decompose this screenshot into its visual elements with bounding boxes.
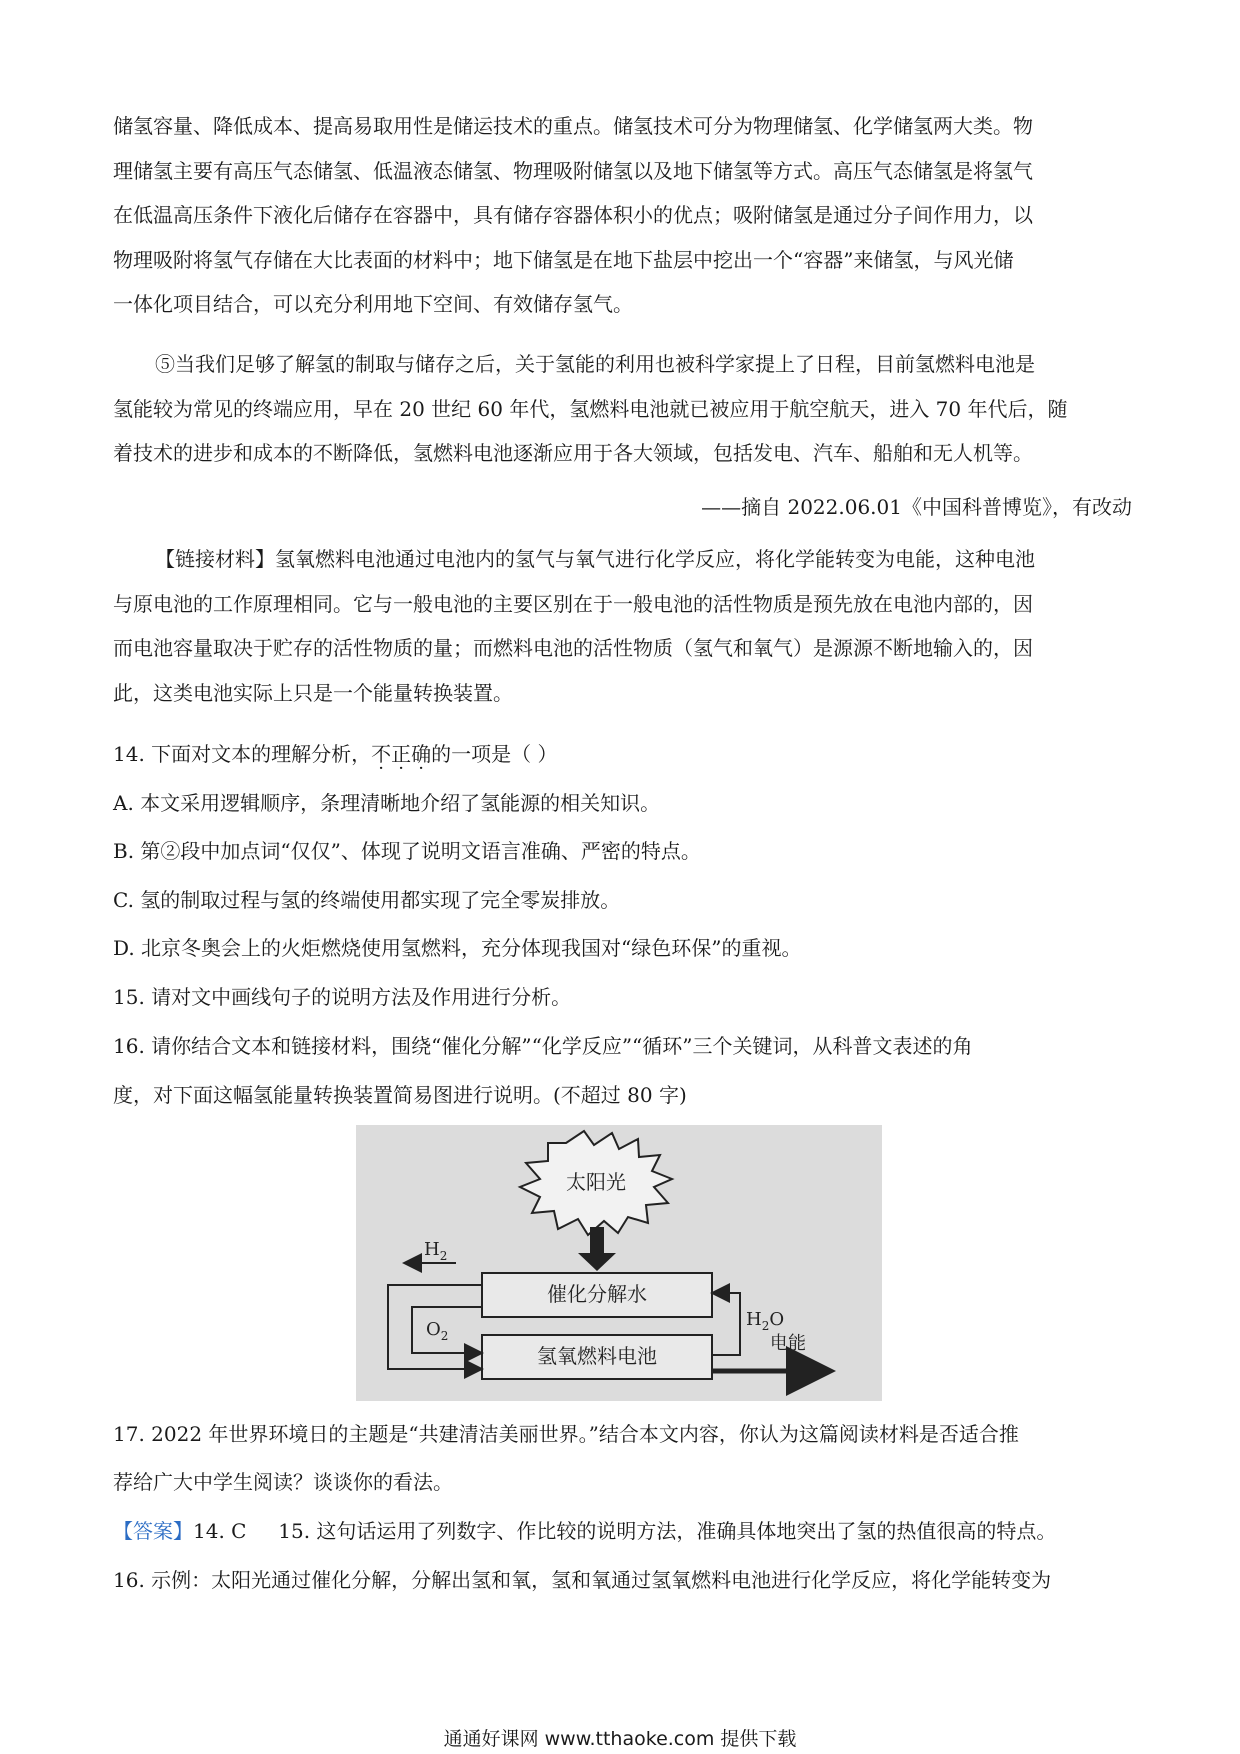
box2-label: 氢氧燃料电池 <box>537 1344 657 1368</box>
text-line: 而电池容量取决于贮存的活性物质的量；而燃料电池的活性物质（氢气和氧气）是源源不断地输入的，因 <box>113 636 1033 660</box>
option-a: A. 本文采用逻辑顺序，条理清晰地介绍了氢能源的相关知识。 <box>113 791 661 815</box>
answer-line-1 <box>113 1515 1056 1544</box>
question-14 <box>113 738 558 767</box>
text-line: 在低温高压条件下液化后储存在容器中，具有储存容器体积小的优点；吸附储氢是通过分子间作用力，以 <box>113 203 1033 227</box>
option-c: C. 氢的制取过程与氢的终端使用都实现了完全零炭排放。 <box>113 888 621 912</box>
sun-label: 太阳光 <box>566 1170 626 1194</box>
paragraph-hydrogen-storage <box>113 104 1133 327</box>
text-line: 与原电池的工作原理相同。它与一般电池的主要区别在于一般电池的活性物质是预先放在电池内部的，因 <box>113 591 1033 616</box>
option-d: D. 北京冬奥会上的火炬燃烧使用氢燃料，充分体现我国对“绿色环保”的重视。 <box>113 936 802 960</box>
answer-tag: 【答案】 <box>113 1519 193 1543</box>
h2-label: $H_2$ <box>424 1239 448 1263</box>
question-17-line-2: 荐给广大中学生阅读？谈谈你的看法。 <box>113 1470 453 1494</box>
sun-arrow-shaft <box>590 1227 604 1255</box>
text-line: ⑤当我们足够了解氢的制取与储存之后，关于氢能的利用也被科学家提上了日程，目前氢燃料电池是 <box>155 352 1035 376</box>
emphasis-char: 正 <box>391 742 412 766</box>
footer-watermark: 通通好课网 www.tthaoke.com 提供下载 <box>443 1728 797 1750</box>
question-16-line-1: 16. 请你结合文本和链接材料，围绕“催化分解”“化学反应”“循环”三个关键词，从科普文表述的角 <box>113 1034 973 1058</box>
question-text: 14. 下面对文本的理解分析， <box>113 742 372 766</box>
answer-15: 15. 这句话运用了列数字、作比较的说明方法，准确具体地突出了氢的热值很高的特点。 <box>278 1519 1057 1543</box>
text-line: 此，这类电池实际上只是一个能量转换装置。 <box>113 680 513 705</box>
text-line: 理储氢主要有高压气态储氢、低温液态储氢、物理吸附储氢以及地下储氢等方式。高压气态储氢是将氢气 <box>113 158 1033 183</box>
option-b: B. 第②段中加点词“仅仅”、体现了说明文语言准确、严密的特点。 <box>113 839 701 863</box>
text-line: 【链接材料】氢氧燃料电池通过电池内的氢气与氧气进行化学反应，将化学能转变为电能，这种电池 <box>155 547 1035 571</box>
sun-arrow-head <box>578 1253 616 1271</box>
h2o-return-line <box>712 1293 740 1355</box>
question-15: 15. 请对文中画线句子的说明方法及作用进行分析。 <box>113 985 572 1009</box>
o2-label: $O_2$ <box>426 1319 449 1343</box>
text-line: 物理吸附将氢气存储在大比表面的材料中；地下储氢是在地下盐层中挖出一个“容器”来储氢，与风光储 <box>113 247 1014 272</box>
box1-label: 催化分解水 <box>547 1282 647 1306</box>
emphasis-char: 不 <box>371 742 392 766</box>
question-text: 的一项是（ ） <box>431 742 558 766</box>
answer-16: 16. 示例：太阳光通过催化分解，分解出氢和氧，氢和氧通过氢氧燃料电池进行化学反应，将化学能转变为 <box>113 1568 1052 1592</box>
source-citation: ——摘自 2022.06.01《中国科普博览》，有改动 <box>701 495 1132 519</box>
answer-14: 14. C <box>193 1519 247 1543</box>
emphasis-char: 确 <box>411 742 432 766</box>
diagram-svg <box>356 1125 882 1401</box>
paragraph-link-material <box>113 537 1133 715</box>
h2o-label: $H_2O$ <box>746 1309 785 1333</box>
power-label: 电能 <box>770 1333 806 1354</box>
paragraph-5-fuel-cell <box>113 342 1133 476</box>
text-line: 一体化项目结合，可以充分利用地下空间、有效储存氢气。 <box>113 292 633 316</box>
text-line: 储氢容量、降低成本、提高易取用性是储运技术的重点。储氢技术可分为物理储氢、化学储氢两大类。物 <box>113 114 1033 138</box>
energy-conversion-diagram <box>356 1125 882 1401</box>
text-line: 氢能较为常见的终端应用，早在 20 世纪 60 年代，氢燃料电池就已被应用于航空航天，进入 70 年代后，随 <box>113 396 1068 421</box>
text-line: 着技术的进步和成本的不断降低，氢燃料电池逐渐应用于各大领域，包括发电、汽车、船舶和无人机等。 <box>113 441 1033 465</box>
question-16-line-2: 度，对下面这幅氢能量转换装置简易图进行说明。(不超过 80 字) <box>113 1083 687 1107</box>
question-17-line-1: 17. 2022 年世界环境日的主题是“共建清洁美丽世界。”结合本文内容，你认为这篇阅读材料是否适合推 <box>113 1422 1019 1446</box>
